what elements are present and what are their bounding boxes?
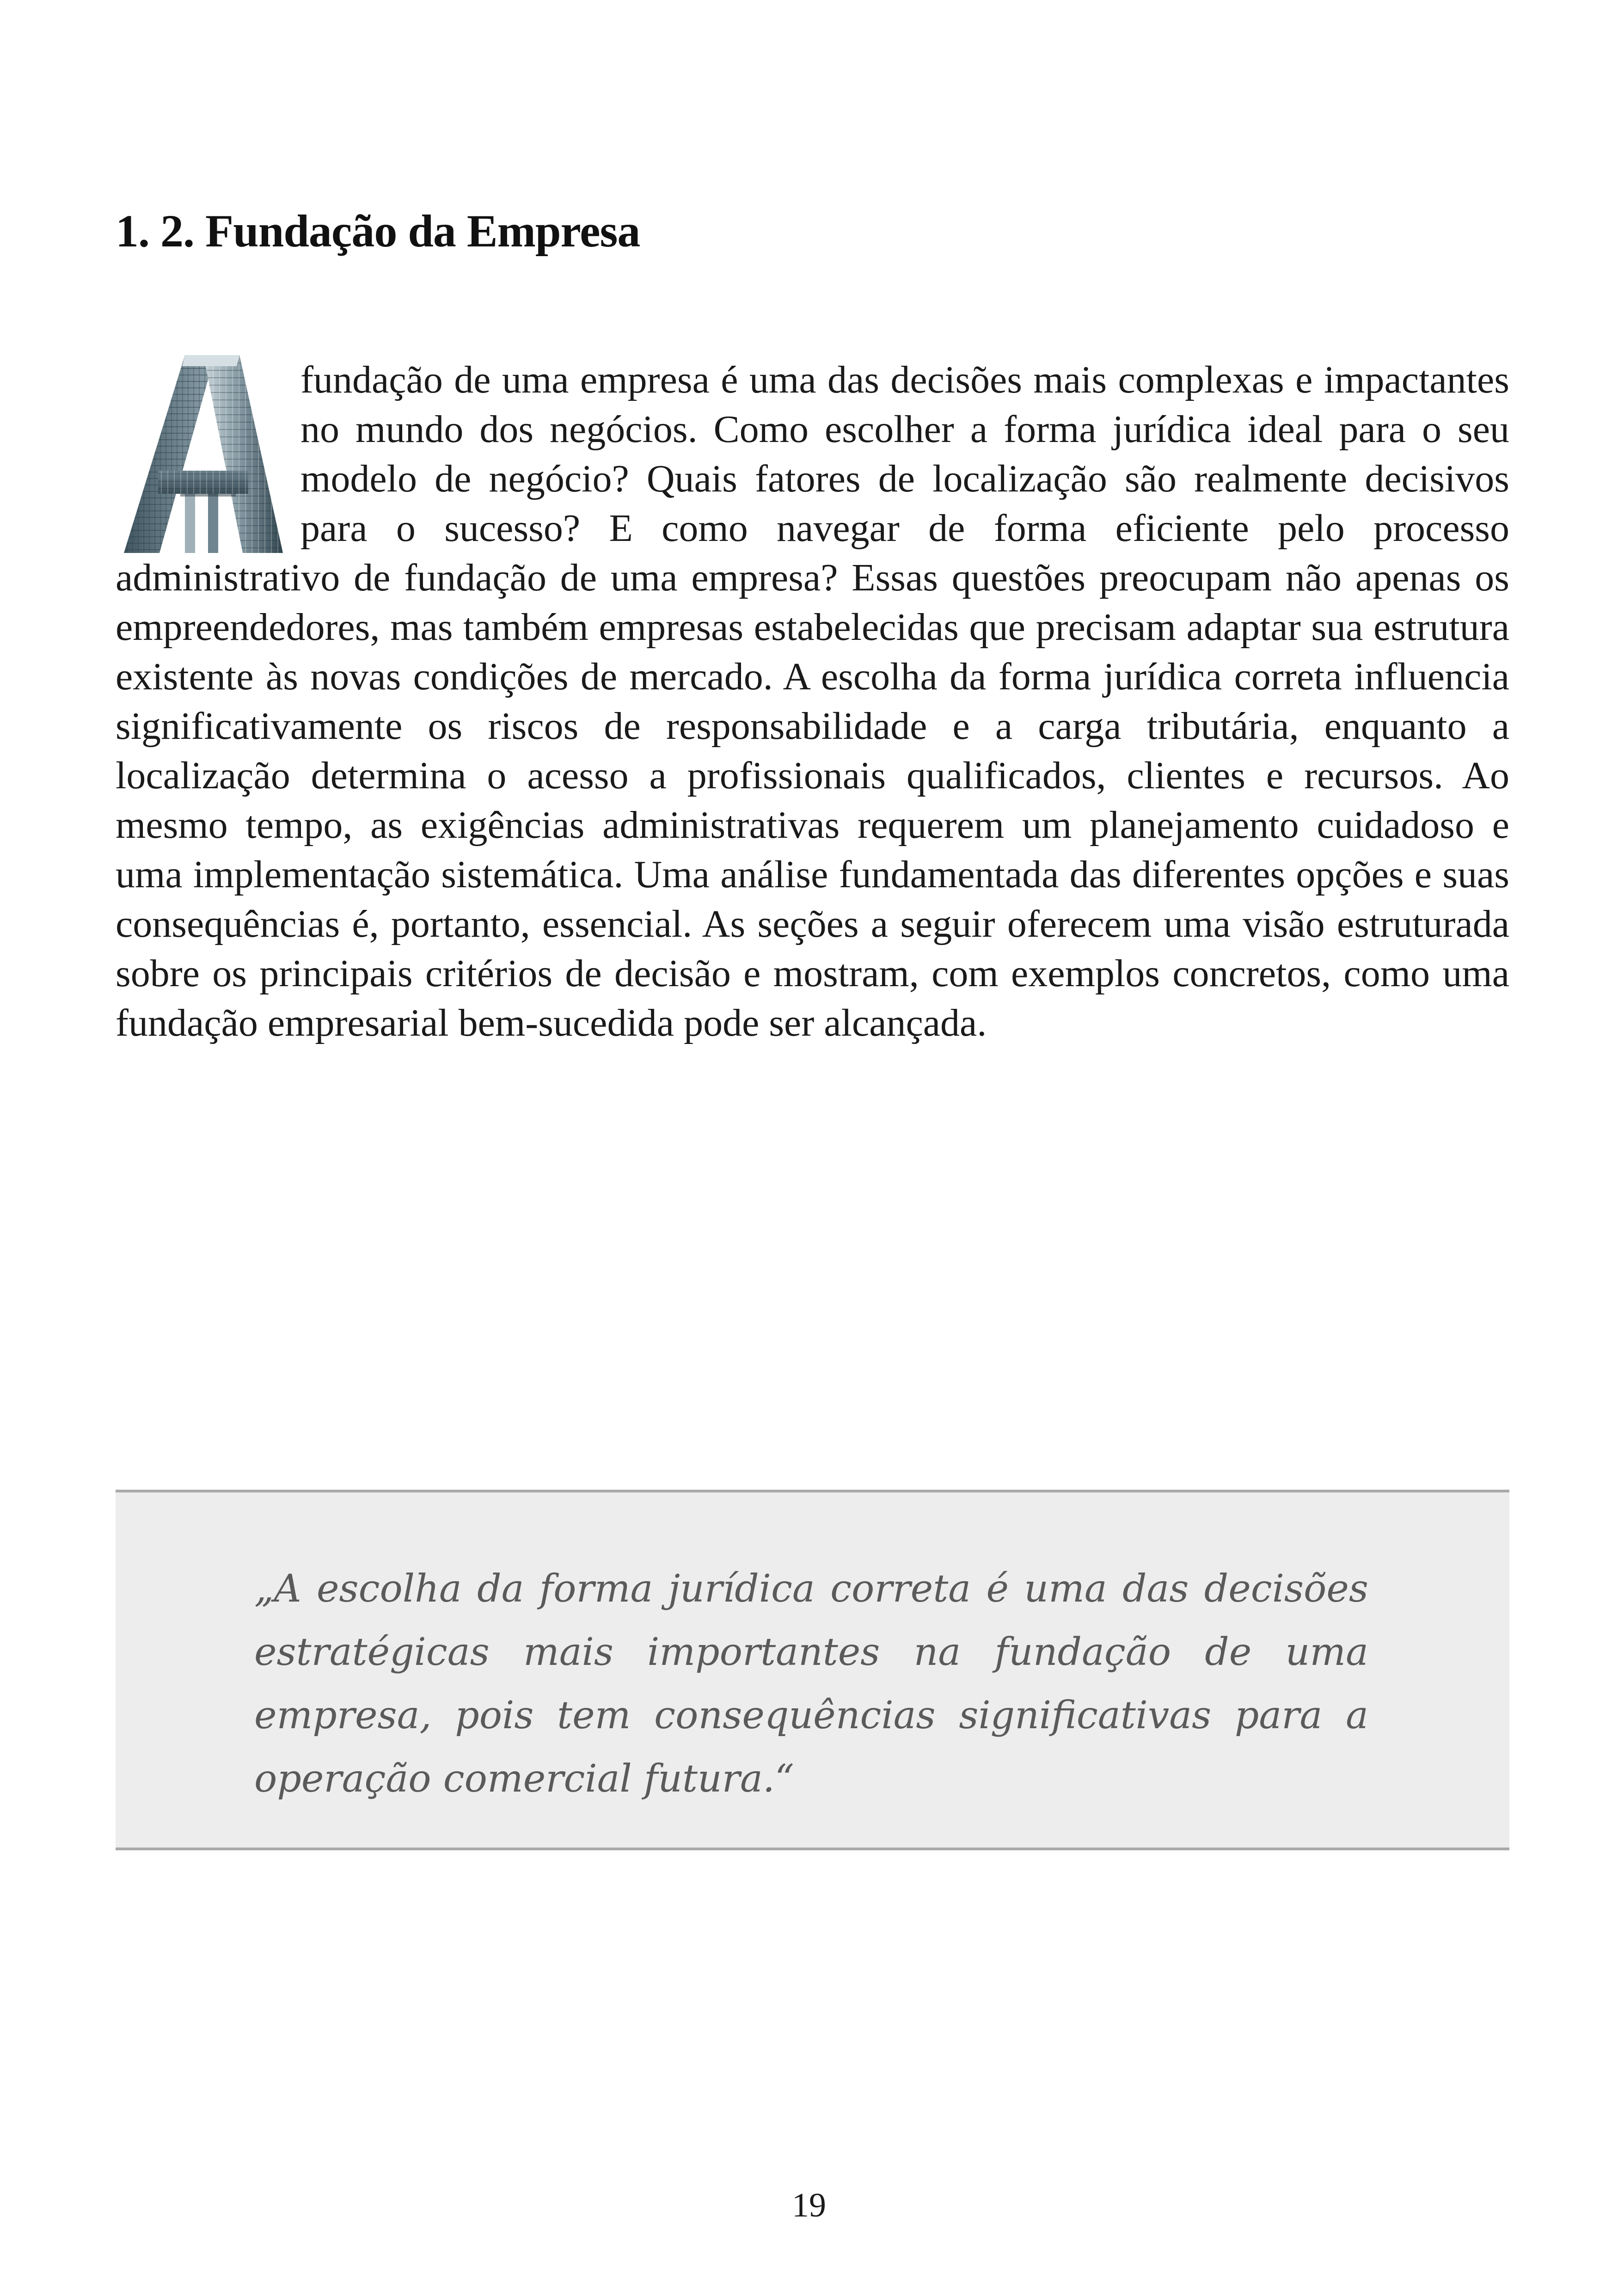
intro-paragraph-text: fundação de uma empresa é uma das decisões mais complexas e impactantes no mundo dos negócios. Como escolher a forma jurídica ideal para o seu modelo de negócio? Quais fatores de localização são realmente decisivos para o sucesso? E como navegar de forma eficiente pelo processo administrativo de fundação de uma empresa? Essas questões preocupam não apenas os empreendedores, mas também empresas estabelecidas que precisam adaptar sua estrutura existente às novas condições de mercado. A escolha da forma jurídica correta influencia significativamente os riscos de responsabilidade e a carga tributária, enquanto a localização determina o acesso a profissionais qualificados, clientes e recursos. Ao mesmo tempo, as exigências administrativas requerem um planejamento cuidadoso e uma implementação sistemática. Uma análise fundamentada das diferentes opções e suas consequências é, portanto, essencial. As seções a seguir oferecem uma visão estruturada sobre os principais critérios de decisão e mostram, com exemplos concretos, como uma fundação empresarial bem-sucedida pode ser alcançada. [116,358,1509,1044]
skyscraper-letter-a-icon [116,355,287,553]
pull-quote-text: „A escolha da forma jurídica correta é uma das decisões estratégicas mais importantes na fundação de uma empresa, pois tem consequências significativas para a operação comercial futura.“ [254,1567,1368,1801]
page-number: 19 [792,2186,826,2224]
dropcap-letter-a-image [116,355,300,553]
pull-quote-box [116,1490,1509,1850]
section-heading: 1. 2. Fundação da Empresa [116,205,640,257]
intro-paragraph [116,355,1509,1048]
